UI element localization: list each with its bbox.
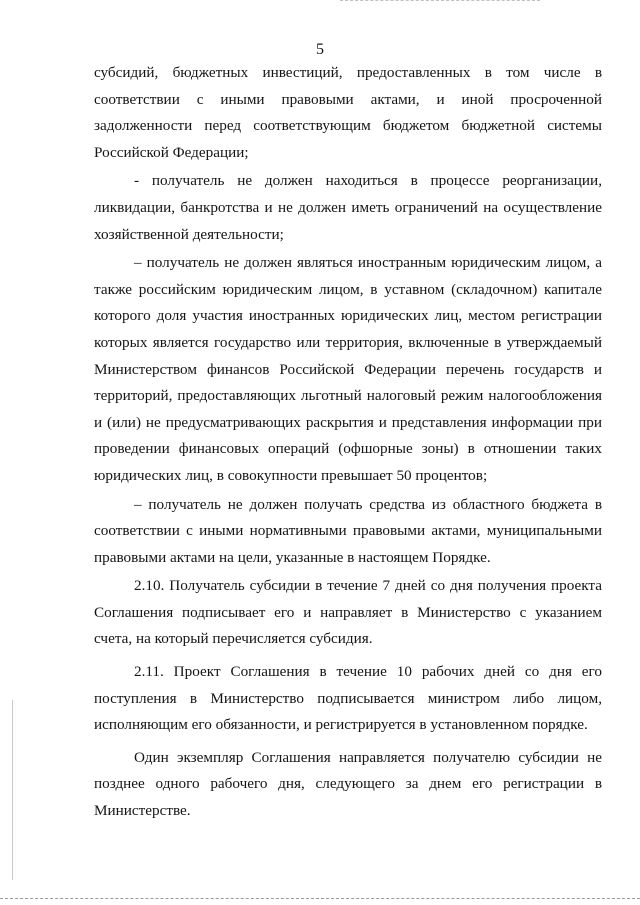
scan-edge-bottom [0,898,640,900]
paragraph-copy-agreement: Один экземпляр Соглашения направляется получателю субсидии не позднее одного рабочего дня, следующего за днем его регистрации в Министерстве. [94,748,602,820]
paragraph-2-10: 2.10. Получатель субсидии в течение 7 дней со дня получения проекта Соглашения подписывает его и направляет в Министерство с указанием счета, на который перечисляется субсидия. [94,577,602,648]
scan-edge-left [12,700,13,880]
page-number: 5 [316,41,324,58]
paragraph-continuation: субсидий, бюджетных инвестиций, предоставленных в том числе в соответствии с иными правовыми актами, и иной просроченной задолженности перед соответствующим бюджетом бюджетной системы Российской Федерации; [94,64,602,161]
paragraph-foreign-entity: – получатель не должен являться иностранным юридическим лицом, а также российским юридическим лицом, в уставном (складочном) капитале которого доля участия иностранных юридических лиц, местом регистрации которых является государство или территория, включенные в утверждаемый Министерством финансов Российской Федерации перечень государств и территорий, предоставляющих льготный налоговый режим налогообложения и (или) не предусматривающих раскрытия и представления информации при проведении финансовых операций (офшорные зоны) в отношении таких юридических лиц, в совокупности превышает 50 процентов; [94,254,602,484]
paragraph-regional-budget: – получатель не должен получать средства из областного бюджета в соответствии с иными нормативными правовыми актами, муниципальными правовыми актами на цели, указанные в настоящем Порядке. [94,495,602,566]
paragraph-reorganization: - получатель не должен находиться в процессе реорганизации, ликвидации, банкротства и не должен иметь ограничений на осуществление хозяйственной деятельности; [94,172,602,243]
document-body [94,60,602,827]
scan-edge-top [340,0,540,2]
paragraph-2-11: 2.11. Проект Соглашения в течение 10 рабочих дней со дня его поступления в Министерство подписывается министром либо лицом, исполняющим его обязанности, и регистрируется в установленном порядке. [94,663,602,734]
